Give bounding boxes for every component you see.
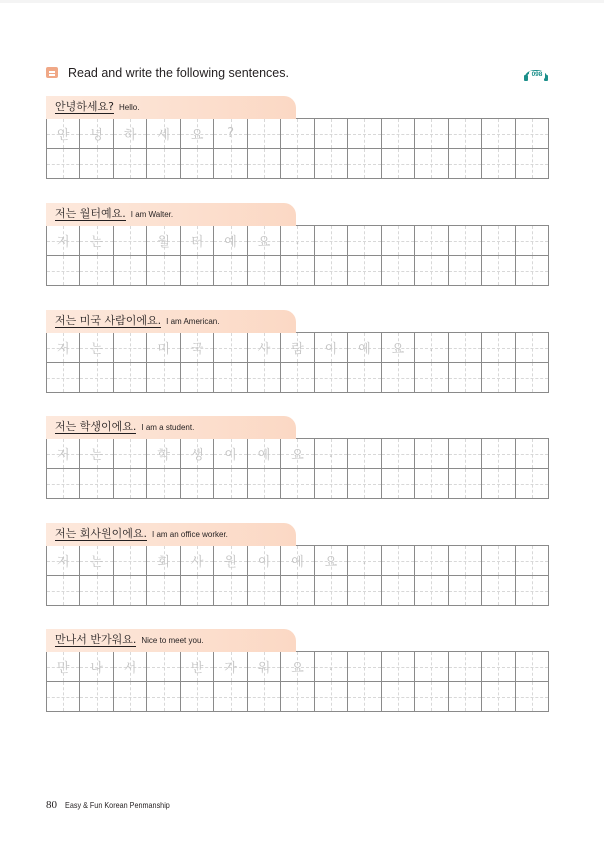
practice-cell[interactable]: [449, 576, 482, 606]
trace-cell[interactable]: [382, 226, 415, 256]
practice-cell[interactable]: [415, 576, 448, 606]
practice-cell[interactable]: [281, 576, 314, 606]
practice-cell[interactable]: [482, 682, 515, 712]
trace-cell[interactable]: [348, 119, 381, 149]
trace-cell[interactable]: [415, 119, 448, 149]
practice-cell[interactable]: [181, 469, 214, 499]
practice-cell[interactable]: [382, 149, 415, 179]
trace-cell[interactable]: [248, 652, 281, 682]
practice-cell[interactable]: [114, 149, 147, 179]
trace-character: 생: [190, 448, 204, 463]
page-footer: [46, 799, 188, 811]
trace-cell[interactable]: [248, 333, 281, 363]
trace-character: 는: [90, 555, 103, 570]
trace-cell[interactable]: [281, 333, 314, 363]
practice-cell[interactable]: [315, 469, 348, 499]
trace-cell[interactable]: [248, 546, 281, 576]
trace-cell[interactable]: [181, 546, 214, 576]
practice-cell[interactable]: [147, 149, 180, 179]
trace-character: 이: [257, 555, 271, 570]
trace-cell[interactable]: [214, 439, 247, 469]
practice-cell[interactable]: [516, 256, 549, 286]
practice-cell[interactable]: [114, 682, 147, 712]
practice-cell[interactable]: [315, 576, 348, 606]
practice-cell[interactable]: [248, 363, 281, 393]
trace-cell[interactable]: [114, 119, 147, 149]
practice-cell[interactable]: [147, 576, 180, 606]
trace-cell[interactable]: [248, 226, 281, 256]
practice-cell[interactable]: [449, 682, 482, 712]
practice-cell[interactable]: [348, 149, 381, 179]
trace-character: 회: [157, 555, 170, 570]
english-translation: I am a student.: [141, 423, 195, 432]
korean-sentence: 저는 월터예요.: [55, 207, 126, 220]
writing-grid: [46, 332, 549, 393]
trace-character: 요: [324, 555, 338, 570]
practice-cell[interactable]: [181, 149, 214, 179]
trace-cell[interactable]: [382, 119, 415, 149]
practice-cell[interactable]: [382, 256, 415, 286]
trace-cell[interactable]: [80, 333, 113, 363]
practice-cell[interactable]: [47, 256, 80, 286]
trace-character: 세: [157, 128, 170, 143]
practice-cell[interactable]: [80, 576, 113, 606]
practice-cell[interactable]: [516, 363, 549, 393]
trace-cell[interactable]: [80, 652, 113, 682]
trace-character: 에: [257, 448, 271, 463]
practice-cell[interactable]: [214, 256, 247, 286]
trace-cell[interactable]: [281, 439, 314, 469]
exercise-block: [46, 96, 549, 179]
trace-cell[interactable]: [415, 439, 448, 469]
practice-cell[interactable]: [80, 363, 113, 393]
trace-character: .: [429, 340, 434, 355]
practice-cell[interactable]: [147, 682, 180, 712]
practice-cell[interactable]: [281, 682, 314, 712]
writing-grid: [46, 225, 549, 286]
practice-cell[interactable]: [315, 256, 348, 286]
practice-cell[interactable]: [382, 469, 415, 499]
korean-sentence: 만나서 반가워요.: [55, 633, 137, 646]
trace-character: 학: [157, 448, 170, 463]
practice-cell[interactable]: [415, 682, 448, 712]
trace-cell[interactable]: [449, 119, 482, 149]
sentence-label: [46, 523, 296, 546]
practice-cell[interactable]: [47, 149, 80, 179]
trace-cell[interactable]: [114, 546, 147, 576]
trace-cell[interactable]: [214, 333, 247, 363]
sentence-label: [46, 96, 296, 119]
trace-character: 가: [224, 661, 237, 676]
trace-cell[interactable]: [415, 546, 448, 576]
trace-character: 는: [90, 448, 103, 463]
trace-cell[interactable]: [382, 333, 415, 363]
sentence-label: [46, 203, 296, 226]
trace-cell[interactable]: [47, 226, 80, 256]
english-translation: I am an office worker.: [152, 530, 228, 539]
trace-cell[interactable]: [214, 546, 247, 576]
practice-cell[interactable]: [281, 149, 314, 179]
trace-cell[interactable]: [315, 439, 348, 469]
trace-cell[interactable]: [482, 546, 515, 576]
book-title: Easy & Fun Korean Penmanship: [65, 800, 170, 810]
trace-character: .: [328, 659, 334, 674]
practice-cell[interactable]: [214, 469, 247, 499]
practice-cell[interactable]: [315, 149, 348, 179]
writing-grid: [46, 545, 549, 606]
trace-cell[interactable]: [516, 546, 549, 576]
english-translation: I am American.: [166, 317, 220, 326]
practice-cell[interactable]: [516, 682, 549, 712]
trace-character: 에: [291, 555, 304, 570]
korean-sentence: 안녕하세요?: [55, 100, 114, 113]
trace-character: 워: [257, 661, 271, 676]
practice-cell[interactable]: [114, 256, 147, 286]
trace-cell[interactable]: [80, 439, 113, 469]
english-translation: I am Walter.: [130, 210, 174, 219]
practice-cell[interactable]: [47, 363, 80, 393]
trace-cell[interactable]: [348, 439, 381, 469]
trace-character: 월: [157, 235, 170, 250]
trace-cell[interactable]: [214, 119, 247, 149]
trace-cell[interactable]: [348, 226, 381, 256]
trace-character: 요: [190, 128, 204, 143]
trace-cell[interactable]: [114, 652, 147, 682]
trace-character: 사: [190, 555, 204, 570]
trace-cell[interactable]: [281, 119, 314, 149]
practice-cell[interactable]: [248, 149, 281, 179]
trace-cell[interactable]: [449, 226, 482, 256]
exercise-block: [46, 523, 549, 606]
trace-character: 이: [224, 448, 237, 463]
trace-cell[interactable]: [47, 439, 80, 469]
page-top-bar: [0, 0, 604, 3]
exercise-block: [46, 416, 549, 499]
practice-cell[interactable]: [214, 149, 247, 179]
exercise-block: [46, 310, 549, 393]
writing-grid: [46, 651, 549, 712]
practice-cell[interactable]: [516, 469, 549, 499]
practice-cell[interactable]: [348, 469, 381, 499]
practice-cell[interactable]: [315, 682, 348, 712]
practice-cell[interactable]: [114, 363, 147, 393]
trace-cell[interactable]: [449, 333, 482, 363]
trace-cell[interactable]: [248, 119, 281, 149]
trace-cell[interactable]: [147, 333, 180, 363]
trace-cell[interactable]: [315, 333, 348, 363]
trace-cell[interactable]: [181, 652, 214, 682]
trace-character: 요: [391, 342, 405, 357]
trace-cell[interactable]: [214, 226, 247, 256]
practice-cell[interactable]: [415, 149, 448, 179]
trace-cell[interactable]: [516, 226, 549, 256]
trace-cell[interactable]: [181, 333, 214, 363]
practice-cell[interactable]: [382, 576, 415, 606]
trace-cell[interactable]: [181, 439, 214, 469]
trace-character: 국: [190, 342, 204, 357]
trace-character: 하: [123, 128, 137, 143]
trace-character: 저: [56, 448, 70, 463]
practice-cell[interactable]: [181, 682, 214, 712]
practice-cell[interactable]: [47, 682, 80, 712]
practice-cell[interactable]: [47, 576, 80, 606]
trace-cell[interactable]: [449, 439, 482, 469]
trace-cell[interactable]: [80, 119, 113, 149]
practice-cell[interactable]: [181, 363, 214, 393]
practice-cell[interactable]: [147, 363, 180, 393]
practice-cell[interactable]: [114, 576, 147, 606]
instruction-text: Read and write the following sentences.: [68, 66, 289, 80]
trace-character: 예: [224, 235, 237, 250]
trace-cell[interactable]: [114, 439, 147, 469]
trace-cell[interactable]: [482, 119, 515, 149]
practice-cell[interactable]: [482, 149, 515, 179]
english-translation: Nice to meet you.: [141, 636, 204, 645]
trace-cell[interactable]: [281, 652, 314, 682]
practice-cell[interactable]: [281, 256, 314, 286]
trace-character: 반: [190, 661, 204, 676]
trace-character: 요: [291, 448, 304, 463]
english-translation: Hello.: [118, 103, 140, 112]
trace-cell[interactable]: [382, 439, 415, 469]
trace-cell[interactable]: [147, 546, 180, 576]
trace-cell[interactable]: [382, 652, 415, 682]
practice-cell[interactable]: [482, 256, 515, 286]
trace-cell[interactable]: [315, 226, 348, 256]
practice-cell[interactable]: [214, 682, 247, 712]
trace-character: 안: [56, 128, 70, 143]
practice-cell[interactable]: [248, 256, 281, 286]
trace-cell[interactable]: [315, 652, 348, 682]
practice-cell[interactable]: [248, 469, 281, 499]
sentence-label: [46, 310, 296, 333]
trace-cell[interactable]: [281, 546, 314, 576]
trace-cell[interactable]: [114, 226, 147, 256]
trace-cell[interactable]: [449, 546, 482, 576]
practice-cell[interactable]: [415, 256, 448, 286]
practice-cell[interactable]: [348, 576, 381, 606]
trace-cell[interactable]: [482, 439, 515, 469]
practice-cell[interactable]: [315, 363, 348, 393]
writing-grid: [46, 438, 549, 499]
trace-cell[interactable]: [281, 226, 314, 256]
trace-character: 사: [257, 342, 271, 357]
trace-character: 서: [123, 661, 137, 676]
trace-cell[interactable]: [516, 439, 549, 469]
practice-cell[interactable]: [147, 256, 180, 286]
practice-cell[interactable]: [80, 682, 113, 712]
practice-cell[interactable]: [181, 256, 214, 286]
practice-cell[interactable]: [449, 256, 482, 286]
sentence-label: [46, 629, 296, 652]
trace-cell[interactable]: [147, 119, 180, 149]
practice-cell[interactable]: [449, 363, 482, 393]
trace-cell[interactable]: [415, 652, 448, 682]
korean-sentence: 저는 미국 사람이에요.: [55, 314, 162, 327]
practice-cell[interactable]: [214, 576, 247, 606]
trace-cell[interactable]: [482, 226, 515, 256]
trace-character: 에: [358, 342, 371, 357]
trace-cell[interactable]: [114, 333, 147, 363]
practice-cell[interactable]: [281, 469, 314, 499]
korean-sentence: 저는 회사원이에요.: [55, 527, 148, 540]
trace-cell[interactable]: [449, 652, 482, 682]
practice-cell[interactable]: [482, 363, 515, 393]
trace-cell[interactable]: [516, 119, 549, 149]
practice-cell[interactable]: [248, 682, 281, 712]
practice-cell[interactable]: [482, 576, 515, 606]
practice-cell[interactable]: [415, 363, 448, 393]
trace-cell[interactable]: [516, 333, 549, 363]
practice-cell[interactable]: [516, 149, 549, 179]
trace-cell[interactable]: [47, 652, 80, 682]
practice-cell[interactable]: [516, 576, 549, 606]
writing-grid: [46, 118, 549, 179]
trace-cell[interactable]: [181, 226, 214, 256]
practice-cell[interactable]: [80, 256, 113, 286]
audio-track-number: 098: [529, 71, 545, 79]
trace-character: 미: [157, 342, 170, 357]
korean-sentence: 저는 학생이에요.: [55, 420, 137, 433]
sentence-label: [46, 416, 296, 439]
practice-cell[interactable]: [415, 469, 448, 499]
trace-cell[interactable]: [516, 652, 549, 682]
trace-character: .: [295, 233, 300, 248]
trace-cell[interactable]: [348, 333, 381, 363]
trace-cell[interactable]: [315, 546, 348, 576]
practice-cell[interactable]: [382, 682, 415, 712]
practice-cell[interactable]: [449, 469, 482, 499]
practice-cell[interactable]: [482, 469, 515, 499]
trace-cell[interactable]: [348, 652, 381, 682]
trace-cell[interactable]: [147, 652, 180, 682]
trace-cell[interactable]: [415, 226, 448, 256]
trace-cell[interactable]: [348, 546, 381, 576]
exercise-block: [46, 629, 549, 712]
practice-cell[interactable]: [80, 149, 113, 179]
pencil-note-icon: [46, 67, 58, 78]
trace-cell[interactable]: [482, 333, 515, 363]
exercise-block: [46, 203, 549, 286]
trace-cell[interactable]: [181, 119, 214, 149]
practice-cell[interactable]: [348, 363, 381, 393]
practice-cell[interactable]: [248, 576, 281, 606]
practice-cell[interactable]: [147, 469, 180, 499]
trace-cell[interactable]: [415, 333, 448, 363]
trace-cell[interactable]: [214, 652, 247, 682]
trace-character: 나: [90, 661, 103, 676]
trace-character: 만: [56, 661, 70, 676]
trace-cell[interactable]: [382, 546, 415, 576]
trace-character: 터: [190, 235, 204, 250]
trace-character: 이: [324, 342, 338, 357]
trace-character: 람: [291, 342, 304, 357]
trace-character: ?: [227, 126, 235, 141]
practice-cell[interactable]: [348, 682, 381, 712]
trace-cell[interactable]: [482, 652, 515, 682]
trace-character: 는: [90, 235, 103, 250]
practice-cell[interactable]: [181, 576, 214, 606]
trace-character: .: [362, 553, 367, 568]
trace-cell[interactable]: [147, 226, 180, 256]
trace-character: 녕: [90, 128, 103, 143]
audio-track-badge[interactable]: [523, 66, 549, 82]
practice-cell[interactable]: [114, 469, 147, 499]
practice-cell[interactable]: [382, 363, 415, 393]
practice-cell[interactable]: [214, 363, 247, 393]
trace-cell[interactable]: [80, 226, 113, 256]
practice-cell[interactable]: [281, 363, 314, 393]
trace-cell[interactable]: [147, 439, 180, 469]
trace-character: 저: [56, 555, 70, 570]
page-number: 80: [46, 799, 57, 811]
practice-cell[interactable]: [348, 256, 381, 286]
trace-character: 저: [56, 342, 70, 357]
trace-character: .: [328, 446, 334, 461]
trace-character: 원: [224, 555, 237, 570]
trace-cell[interactable]: [47, 546, 80, 576]
trace-cell[interactable]: [315, 119, 348, 149]
practice-cell[interactable]: [449, 149, 482, 179]
trace-cell[interactable]: [248, 439, 281, 469]
practice-cell[interactable]: [80, 469, 113, 499]
trace-character: 요: [291, 661, 304, 676]
trace-character: 요: [257, 235, 271, 250]
trace-character: 는: [90, 342, 103, 357]
practice-cell[interactable]: [47, 469, 80, 499]
trace-character: 저: [56, 235, 70, 250]
trace-cell[interactable]: [80, 546, 113, 576]
trace-cell[interactable]: [47, 119, 80, 149]
trace-cell[interactable]: [47, 333, 80, 363]
